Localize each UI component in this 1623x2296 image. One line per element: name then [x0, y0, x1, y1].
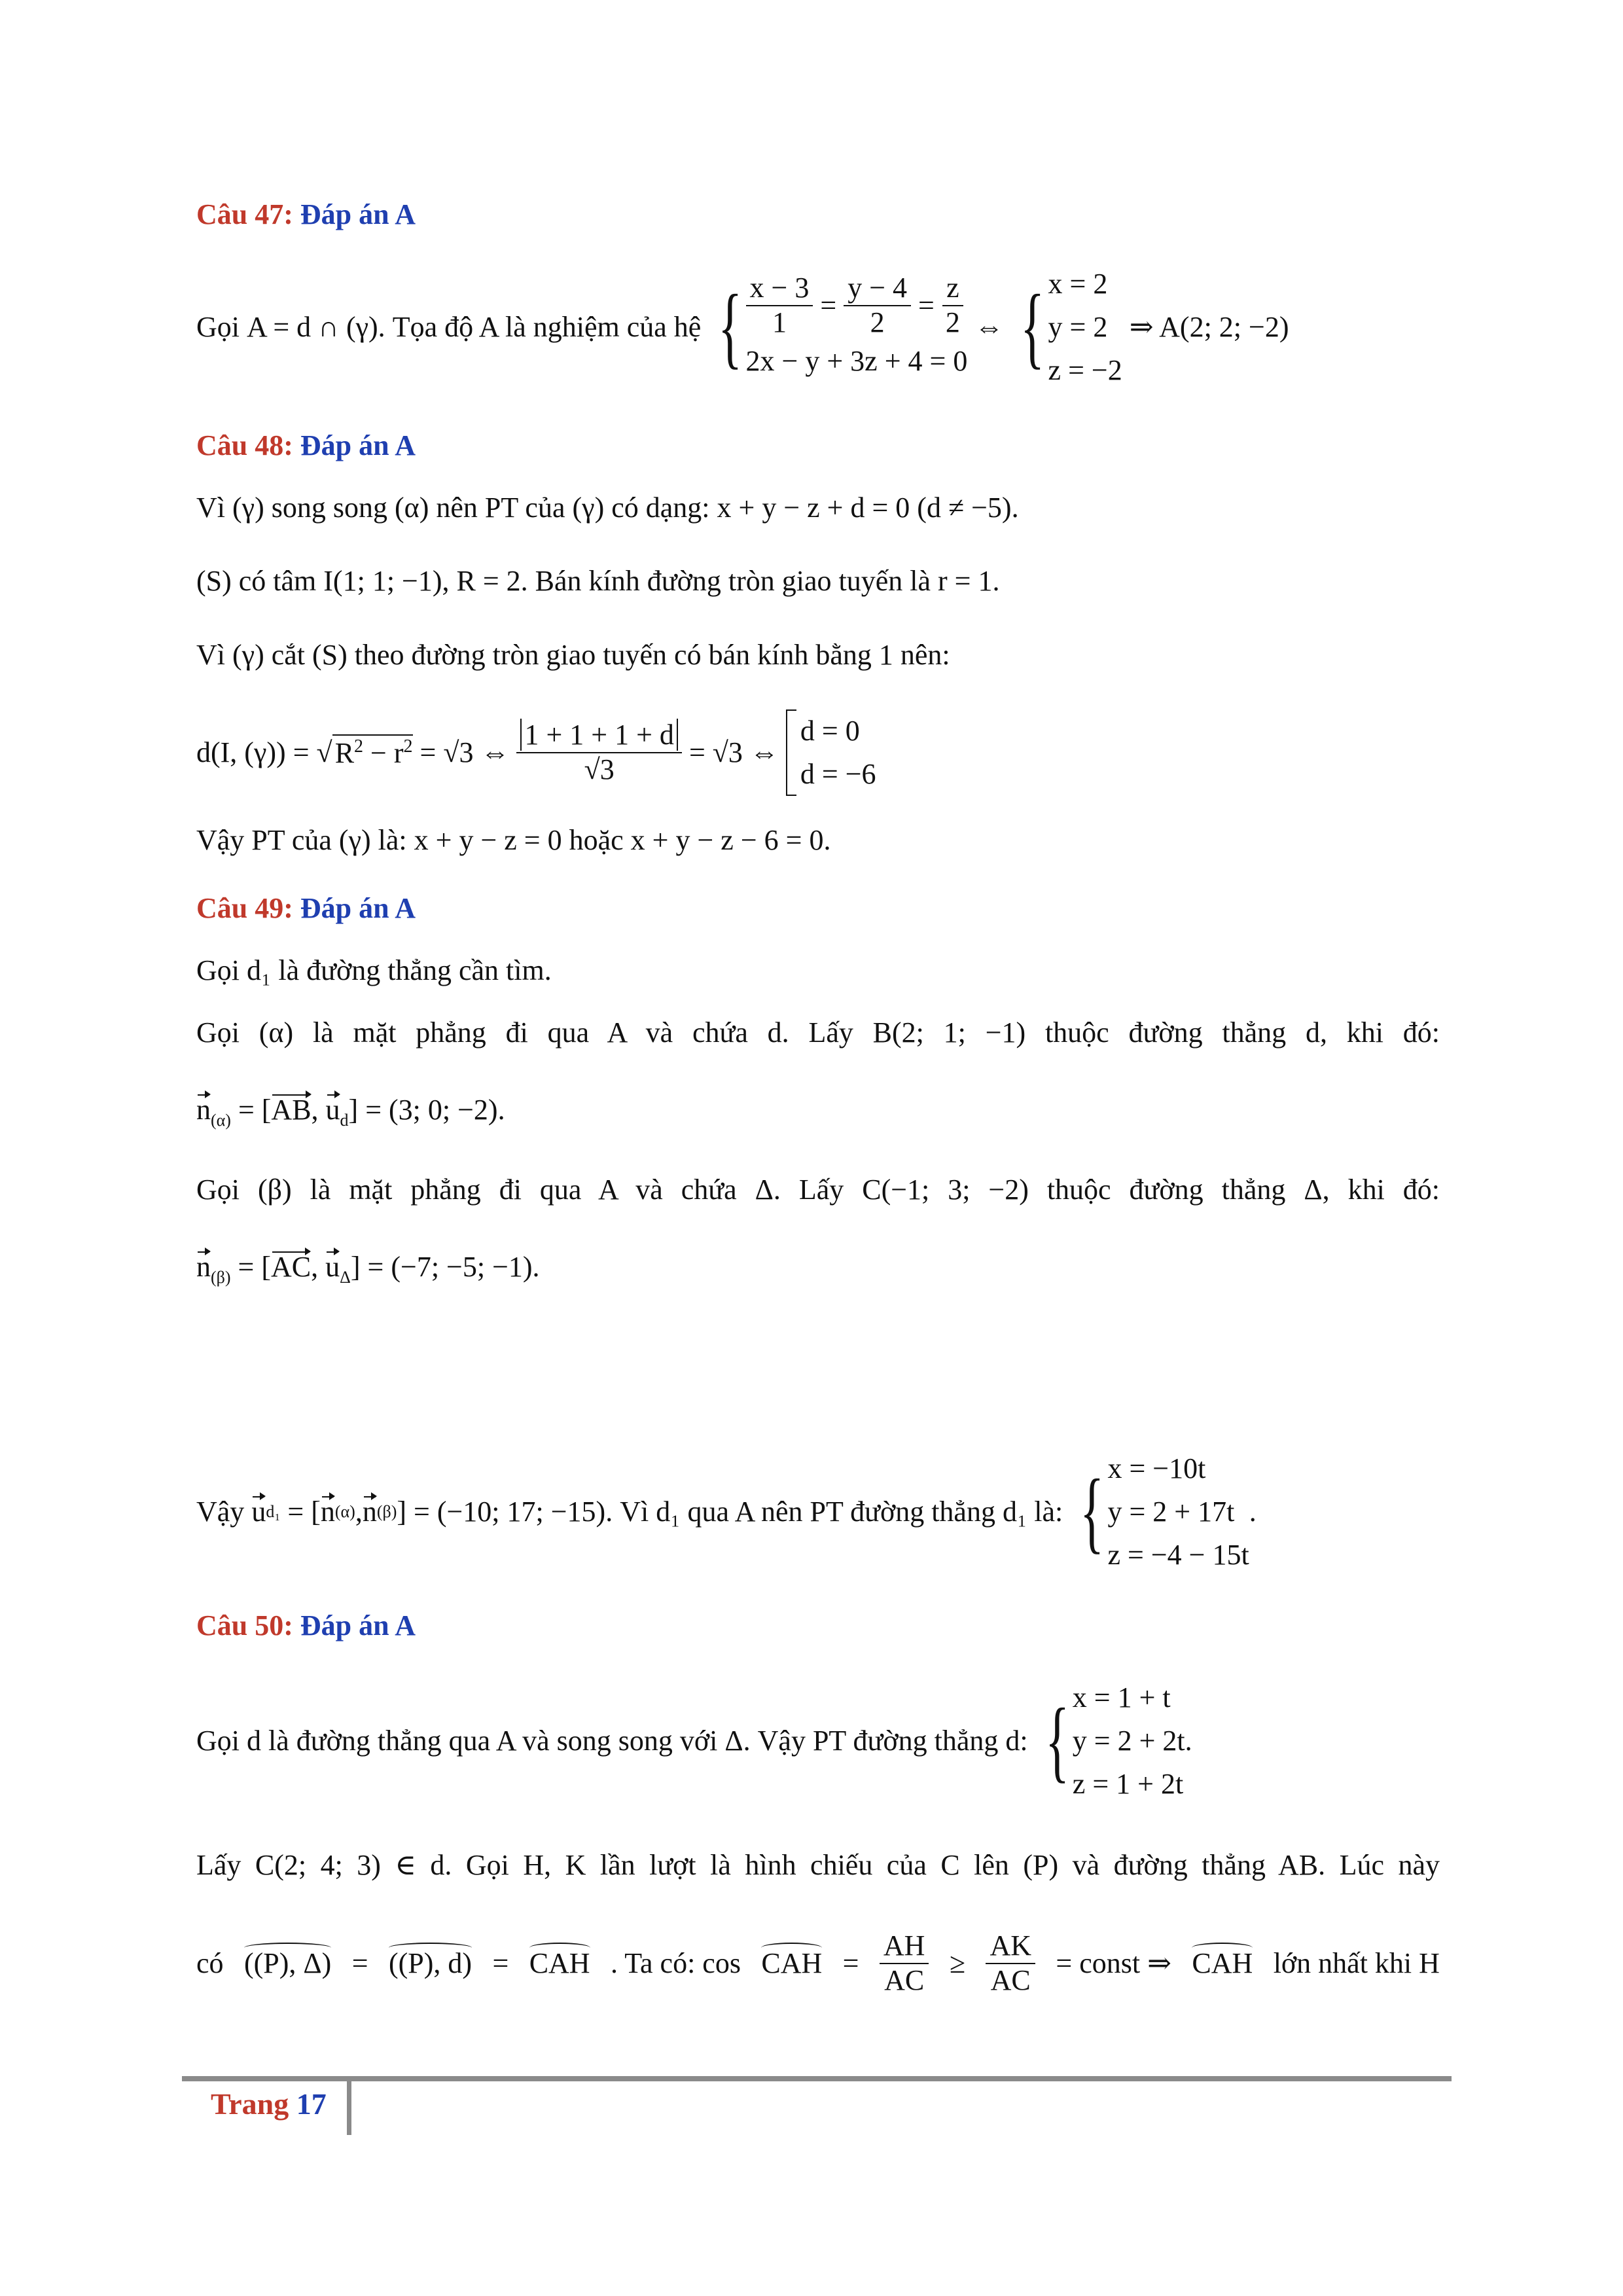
- q48-dist-minus: − r: [363, 737, 404, 770]
- q49-final-n-beta-sub: (β): [376, 1502, 397, 1522]
- q47-text-a: Gọi: [196, 310, 240, 343]
- q50-param-system: { x = 1 + t y = 2 + 2t z = 1 + 2t: [1035, 1676, 1185, 1806]
- q50-line-3: [196, 1918, 1440, 2009]
- q48-heading: [196, 429, 416, 462]
- q47-frac1-den: 1: [772, 306, 787, 338]
- q49-n-beta-result: = (−7; −5; −1).: [367, 1251, 540, 1283]
- q50-line-2: Lấy C(2; 4; 3) ∈ d. Gọi H, K lần lượt là hình chiếu của C lên (P) và đường thẳng AB. Lúc này: [196, 1849, 1440, 1881]
- q47-system-1-row-2: 2x − y + 3z + 4 = 0: [745, 344, 968, 377]
- q50-line-3-c: = const ⇒: [1056, 1946, 1171, 1979]
- q50-line-1-row: [196, 1662, 1192, 1820]
- q47-heading: [196, 198, 416, 231]
- q49-final-u-sub: d₁: [266, 1502, 281, 1522]
- q50-heading-number: Câu 50:: [196, 1609, 293, 1641]
- q47-eq-a: A = d ∩ (γ).: [247, 310, 385, 343]
- q49-final-u: u: [251, 1495, 266, 1530]
- q50-heading: [196, 1609, 416, 1642]
- q49-final-n-alpha: n: [321, 1495, 335, 1530]
- q48-dist-fraction: [516, 719, 681, 786]
- q48-line-2: (S) có tâm I(1; 1; −1), R = 2. Bán kính đường tròn giao tuyến là r = 1.: [196, 565, 1000, 597]
- q48-conclusion: Vậy PT của (γ) là: x + y − z = 0 hoặc x + y − z − 6 = 0.: [196, 824, 831, 856]
- q50-param-y: y = 2 + 2t: [1072, 1725, 1185, 1757]
- footer-label: Trang: [211, 2087, 289, 2121]
- q48-heading-answer: Đáp án A: [300, 429, 416, 461]
- q47-system-2-row-2: y = 2: [1048, 311, 1108, 343]
- q50-heading-answer: Đáp án A: [300, 1609, 416, 1641]
- q50-param-dot: .: [1185, 1724, 1192, 1757]
- q47-text-b: Tọa độ A là nghiệm của hệ: [392, 310, 702, 343]
- q47-frac1-num: x − 3: [746, 272, 813, 306]
- page-footer: [211, 2087, 327, 2121]
- q49-ud-sub: d: [340, 1111, 349, 1130]
- q49-n-alpha-line: $n_{(\alpha)} = [AB$, $u_d] = (3$; 0; −2).: [196, 1094, 505, 1130]
- q49-final-text: Vì d₁ qua A nên PT đường thẳng d₁ là:: [620, 1495, 1063, 1528]
- q49-param-system: { x = −10t y = 2 + 17t z = −4 − 15t: [1070, 1447, 1249, 1577]
- q47-heading-number: Câu 47:: [196, 198, 293, 230]
- footer-rule: [182, 2076, 1452, 2081]
- q48-dist-eq2: = √3 ⇔: [688, 736, 779, 768]
- q49-udelta-sub: Δ: [340, 1268, 351, 1287]
- q48-case-1: d = 0: [800, 715, 860, 747]
- q47-frac2-num: y − 4: [844, 272, 911, 306]
- q50-angle-cah-max: CAH: [1192, 1946, 1253, 1981]
- q48-dist-num: 1 + 1 + 1 + d: [520, 719, 677, 751]
- q49-line-2: Gọi (α) là mặt phẳng đi qua A và chứa d. Lấy B(2; 1; −1) thuộc đường thẳng d, khi đó:: [196, 1016, 1440, 1049]
- q49-heading-answer: Đáp án A: [300, 892, 416, 924]
- q50-angle-eq-1: =: [351, 1946, 368, 1979]
- q49-n-alpha-result: = (3; 0; −2).: [365, 1094, 505, 1126]
- q50-angle-3: CAH: [529, 1946, 590, 1981]
- q50-frac-2-den: AC: [990, 1964, 1031, 1996]
- q48-dist-lhs: d(I, (γ)) =: [196, 736, 310, 768]
- q48-cases: [786, 709, 876, 796]
- q49-n-alpha-sub: (α): [211, 1111, 231, 1130]
- q49-final-result: = (−10; 17; −15).: [414, 1495, 613, 1528]
- q49-n-beta-line: $n_{(\beta)} = [AC$, $u_\Delta] = (-7$; −5; −1).: [196, 1251, 540, 1287]
- q47-frac3-num: z: [942, 272, 963, 306]
- q50-angle-cah-cos: CAH: [761, 1946, 822, 1981]
- q49-line-1: Gọi d₁ là đường thẳng cần tìm.: [196, 954, 552, 986]
- q48-dist-r-exp: 2: [354, 736, 364, 757]
- q49-n-beta-sub: (β): [211, 1268, 231, 1287]
- q47-equiv: ⇔: [974, 310, 1004, 343]
- q50-frac-1: [880, 1929, 929, 1997]
- q49-udelta-vector: u: [325, 1250, 340, 1285]
- q48-dist-eq1: = √3 ⇔: [419, 736, 510, 768]
- q49-ac-vector: AC: [271, 1250, 311, 1285]
- q47-frac2-den: 2: [870, 306, 885, 338]
- q49-ab-vector: AB: [271, 1093, 311, 1128]
- q48-line-3: Vì (γ) cắt (S) theo đường tròn giao tuyến có bán kính bằng 1 nên:: [196, 639, 950, 671]
- q47-heading-answer: Đáp án A: [300, 198, 416, 230]
- q49-final-line: Vậy u d₁ = [ n (α) , n (β) ] = (−10; 17; −15). Vì d₁ qua A nên PT đường thẳng d₁ là: { x = −10t y = 2 + 17t z = −4 − 15t .: [196, 1433, 1257, 1590]
- q50-angle-1: ((P), Δ): [244, 1946, 331, 1981]
- q49-final-n-beta: n: [363, 1495, 377, 1530]
- q49-param-y: y = 2 + 17t: [1107, 1496, 1235, 1528]
- q48-heading-number: Câu 48:: [196, 429, 293, 461]
- q49-final-prefix: Vậy: [196, 1495, 245, 1528]
- q49-heading-number: Câu 49:: [196, 892, 293, 924]
- q50-geq: ≥: [949, 1946, 966, 1979]
- q49-param-z: z = −4 − 15t: [1107, 1539, 1249, 1571]
- q49-param-x: x = −10t: [1107, 1452, 1206, 1484]
- q49-heading: [196, 891, 416, 925]
- q48-dist-r: R: [334, 737, 355, 770]
- q48-dist-den: √3: [584, 753, 615, 785]
- q47-frac3-den: 2: [945, 306, 960, 338]
- q47-system-2-row-1: x = 2: [1048, 268, 1108, 300]
- q50-angle-eq-2: =: [492, 1946, 509, 1979]
- q48-case-2: d = −6: [800, 758, 876, 790]
- page-number: 17: [296, 2087, 327, 2121]
- q50-frac-1-den: AC: [884, 1964, 925, 1996]
- q50-param-x: x = 1 + t: [1072, 1681, 1171, 1713]
- q49-n-beta: n: [196, 1250, 211, 1285]
- q50-param-z: z = 1 + 2t: [1072, 1768, 1184, 1800]
- q50-line-3-a: có: [196, 1946, 224, 1979]
- q47-system-2: { x = 2 y = 2 z = −2: [1010, 262, 1122, 392]
- q50-frac-2: [986, 1929, 1035, 1997]
- q48-line-1: Vì (γ) song song (α) nên PT của (γ) có dạng: x + y − z + d = 0 (d ≠ −5).: [196, 492, 1019, 524]
- q49-line-4: Gọi (β) là mặt phẳng đi qua A và chứa Δ. Lấy C(−1; 3; −2) thuộc đường thẳng Δ, khi đó:: [196, 1174, 1440, 1206]
- q50-line-1: Gọi d là đường thẳng qua A và song song với Δ. Vậy PT đường thẳng d:: [196, 1724, 1028, 1757]
- q50-frac-2-num: AK: [986, 1929, 1035, 1964]
- q49-param-dot: .: [1249, 1495, 1257, 1528]
- q49-ud-vector: u: [326, 1093, 340, 1128]
- q47-result: ⇒ A(2; 2; −2): [1129, 310, 1289, 343]
- q49-final-n-alpha-sub: (α): [334, 1502, 355, 1522]
- q47-equation-line: [196, 262, 1289, 393]
- q48-distance-equation: d(I, (γ)) = √ $R^2 - r^2$ = √3 ⇔ $\frac{1 + 1 + 1 + d}{√3}$ = √3 ⇔ d = 0 d = −6: [196, 707, 876, 798]
- q50-line-3-b: . Ta có: cos: [611, 1946, 741, 1979]
- footer-divider: [347, 2081, 351, 2135]
- q50-angle-2: ((P), d): [389, 1946, 472, 1981]
- q50-line-3-d: lớn nhất khi H: [1273, 1946, 1440, 1979]
- q50-frac-1-num: AH: [880, 1929, 929, 1964]
- q47-system-2-row-3: z = −2: [1048, 354, 1122, 386]
- q47-system-1: { $\frac{x - 3}{1}$ = $\frac{y - 4}{2}$ = $\frac{z}{2}$ 2x − y + 3z + 4 = 0: [708, 272, 967, 382]
- q49-n-alpha: n: [196, 1093, 211, 1128]
- q50-angle-eq-3: =: [842, 1946, 859, 1979]
